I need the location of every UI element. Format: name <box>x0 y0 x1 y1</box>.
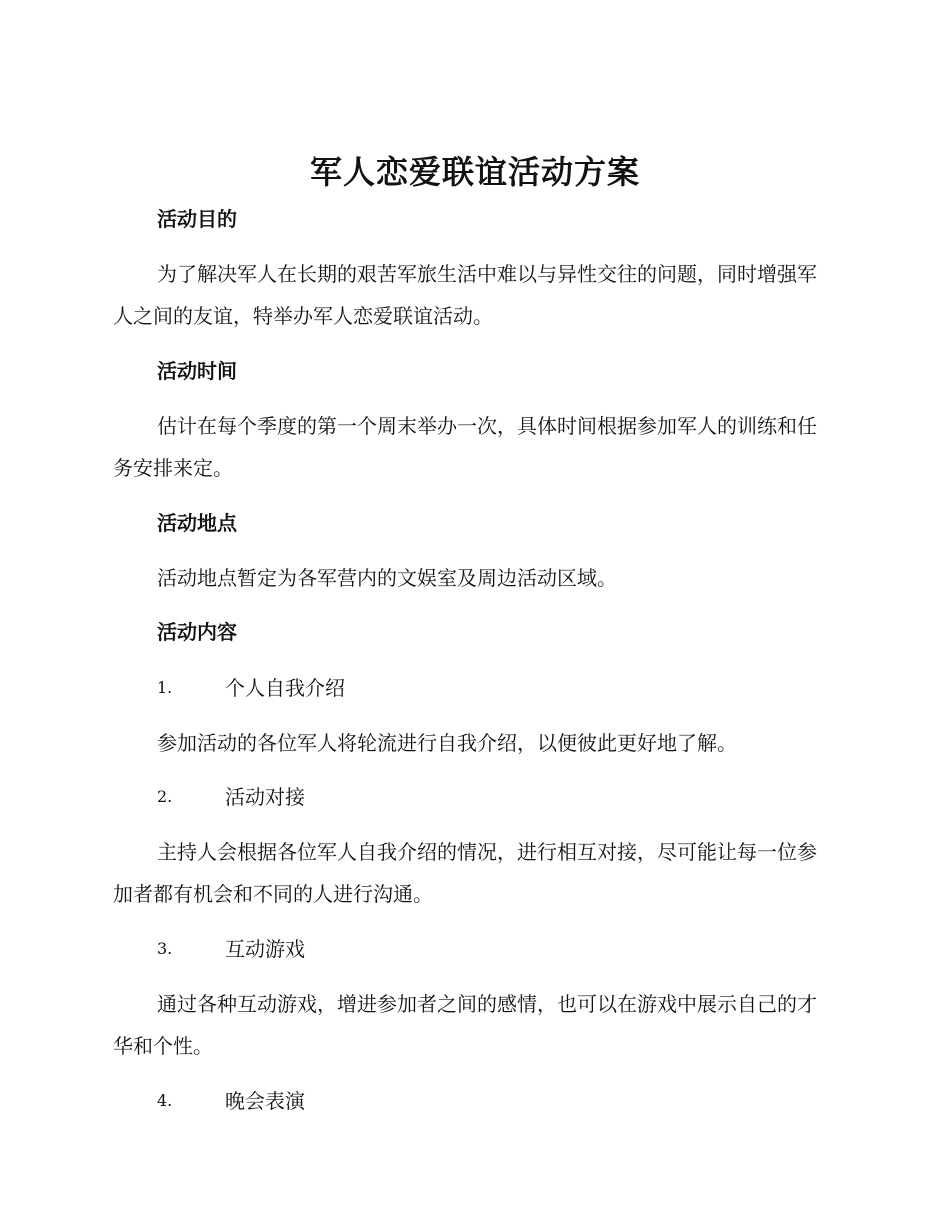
list-number: 4. <box>157 1091 173 1110</box>
list-label: 活动对接 <box>225 785 305 809</box>
list-item-performance <box>157 1087 837 1115</box>
section-heading-purpose: 活动目的 <box>157 207 237 231</box>
list-label: 晚会表演 <box>225 1089 305 1113</box>
section-heading-time: 活动时间 <box>157 359 237 383</box>
list-item-games <box>157 935 837 963</box>
section-heading-location: 活动地点 <box>157 511 237 535</box>
list-item-self-intro <box>157 674 837 702</box>
section-body-location: 活动地点暂定为各军营内的文娱室及周边活动区域。 <box>157 566 617 590</box>
list-number: 2. <box>157 787 173 806</box>
list-item-body: 通过各种互动游戏，增进参加者之间的感情，也可以在游戏中展示自己的才华和个性。 <box>113 992 817 1058</box>
section-heading-content: 活动内容 <box>157 620 237 644</box>
list-number: 1. <box>157 678 173 697</box>
list-item-body: 主持人会根据各位军人自我介绍的情况，进行相互对接，尽可能让每一位参加者都有机会和不同的人进行沟通。 <box>113 840 817 906</box>
list-item-matching <box>157 783 837 811</box>
document-title: 军人恋爱联谊活动方案 <box>309 153 640 191</box>
list-number: 3. <box>157 939 173 958</box>
list-item-body: 参加活动的各位军人将轮流进行自我介绍，以便彼此更好地了解。 <box>157 731 737 755</box>
section-body-purpose: 为了解决军人在长期的艰苦军旅生活中难以与异性交往的问题，同时增强军人之间的友谊，特举办军人恋爱联谊活动。 <box>113 262 817 328</box>
section-body-time: 估计在每个季度的第一个周末举办一次，具体时间根据参加军人的训练和任务安排来定。 <box>113 414 817 480</box>
list-label: 个人自我介绍 <box>225 676 345 700</box>
list-label: 互动游戏 <box>225 937 305 961</box>
